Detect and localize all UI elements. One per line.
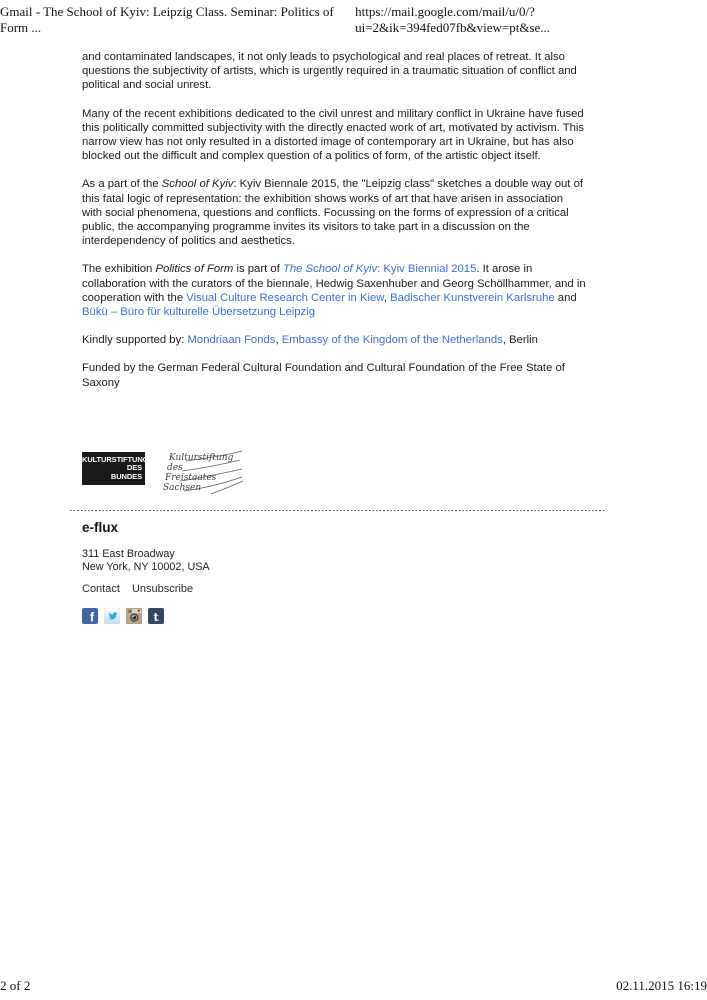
text-segment: The exhibition <box>82 263 156 276</box>
eflux-links <box>82 583 210 595</box>
facebook-icon[interactable] <box>82 608 98 624</box>
sachsen-logo-line: Freistaates <box>165 473 217 483</box>
eflux-address <box>82 548 210 573</box>
dotted-divider <box>70 510 605 511</box>
text-segment: Funded by the German Federal Cultural Foundation and Cultural Foundation of the Free State of Saxony <box>82 362 565 389</box>
print-datetime: 02.11.2015 16:19 <box>616 978 707 993</box>
email-paragraphs <box>82 50 586 390</box>
text-segment: is part of <box>233 263 283 276</box>
unsubscribe-link[interactable]: Unsubscribe <box>131 583 194 595</box>
kulturstiftung-sachsen-logo <box>156 448 244 498</box>
tumblr-icon[interactable] <box>148 608 164 624</box>
email-paragraph <box>82 262 586 319</box>
kulturstiftung-des-bundes-logo <box>82 452 149 485</box>
email-link[interactable]: Bükü – Büro für kulturelle Übersetzung Leipzig <box>82 306 315 319</box>
eflux-name: e-flux <box>82 520 119 535</box>
email-paragraph <box>82 107 586 164</box>
sachsen-logo-line: Sachsen <box>163 483 202 493</box>
email-paragraph <box>82 177 586 248</box>
text-segment: : Kyiv Biennale 2015, the "Leipzig class" sketches a double way out of this fatal logic of representation: the exhibition shows works of art that have arisen in association with social phenomena, questions and conflicts. Focussing on the forms of expression of a critical public, the accompanying programme invites its visitors to take part in a discussion on the interdependency of politics and aesthetics. <box>82 178 584 248</box>
page-url: https://mail.google.com/mail/u/0/?ui=2&ik=394fed07fb&view=pt&se... <box>355 4 551 35</box>
print-header <box>0 4 707 36</box>
email-paragraph <box>82 50 586 93</box>
social-icons <box>82 608 210 624</box>
text-segment: As a part of the <box>82 178 162 191</box>
print-footer <box>0 978 707 994</box>
text-segment: . It arose in collaboration with the curators of the biennale, Hedwig Saxenhuber and Georg Schöllhammer, and in cooperation with the <box>82 263 586 304</box>
sachsen-logo-line: des <box>167 463 183 473</box>
bund-logo-line: DES <box>126 463 142 473</box>
bund-logo-line: KULTURSTIFTUNG <box>82 455 149 464</box>
twitter-icon[interactable] <box>104 608 120 624</box>
text-segment: and <box>554 291 577 304</box>
sponsor-logos <box>82 452 244 498</box>
text-segment: , Berlin <box>502 334 538 347</box>
email-link[interactable]: Visual Culture Research Center in Kiew <box>186 291 384 304</box>
text-segment: School of Kyiv <box>161 178 234 191</box>
page-number: 2 of 2 <box>0 978 31 993</box>
email-link[interactable]: : Kyiv Biennial 2015 <box>377 263 477 276</box>
email-link[interactable]: Badischer Kunstverein Karlsruhe <box>390 291 555 304</box>
eflux-footer <box>82 520 210 624</box>
text-segment: , <box>383 291 391 304</box>
text-segment: , <box>275 334 282 347</box>
instagram-icon[interactable] <box>126 608 142 624</box>
email-link[interactable]: Embassy of the Kingdom of the Netherlands <box>281 334 503 347</box>
text-segment: and contaminated landscapes, it not only leads to psychological and real places of retreat. It also questions the subjectivity of artists, which is urgently required in a traumatic situation of conflict and political and social unrest. <box>82 51 577 92</box>
tumblr-letter: t <box>153 609 159 624</box>
email-paragraph <box>82 361 586 389</box>
contact-link[interactable]: Contact <box>82 583 120 595</box>
email-link[interactable]: The School of Kyiv <box>282 263 378 276</box>
sachsen-logo-line: Kulturstiftung <box>169 453 234 463</box>
address-line: 311 East Broadway <box>82 548 175 560</box>
email-paragraph <box>82 333 586 347</box>
facebook-letter: f <box>89 610 95 624</box>
text-segment: Kindly supported by: <box>82 334 188 347</box>
bund-logo-line: BUNDES <box>110 471 142 481</box>
page-title: Gmail - The School of Kyiv: Leipzig Class. Seminar: Politics of Form ... <box>0 4 334 35</box>
email-link[interactable]: Mondriaan Fonds <box>187 334 276 347</box>
email-body <box>82 50 586 404</box>
text-segment: Many of the recent exhibitions dedicated to the civil unrest and military conflict in Ukraine have fused this politically committed subjectivity with the directly enacted work of art, motivated by activism. This narrow view has not only resulted in a distorted image of contemporary art in Ukraine, but has also blocked out the difficult and complex question of a politics of form, of the artistic object itself. <box>82 107 585 163</box>
address-line: New York, NY 10002, USA <box>82 560 210 573</box>
text-segment: Politics of Form <box>155 263 234 276</box>
